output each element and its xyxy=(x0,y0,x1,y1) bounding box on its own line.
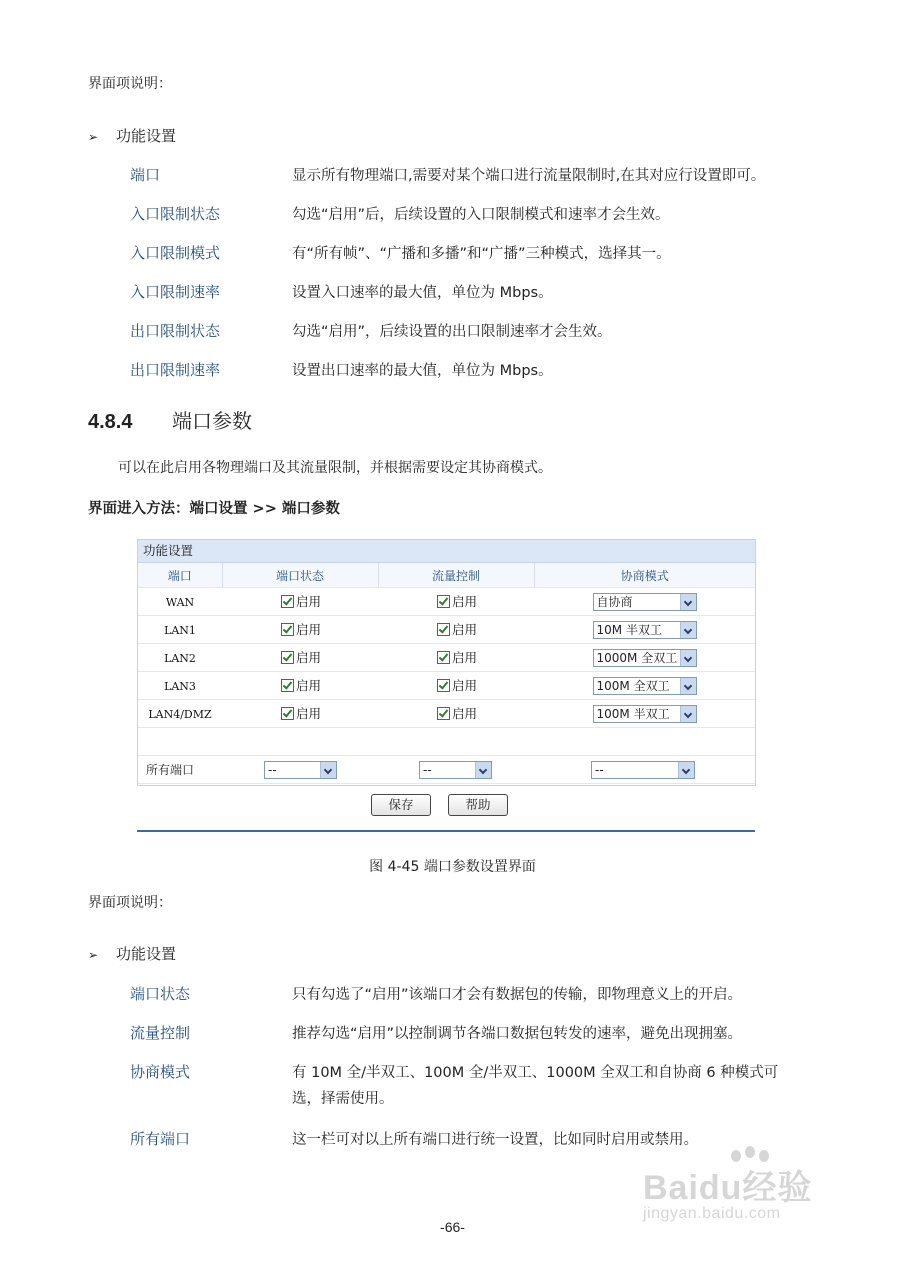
def-term: 协商模式 xyxy=(130,1063,191,1081)
section-number: 4.8.4 xyxy=(88,411,133,433)
checkbox-label: 启用 xyxy=(295,706,321,722)
def-desc: 显示所有物理端口,需要对某个端口进行流量限制时,在其对应行设置即可。 xyxy=(292,168,766,184)
port-status-checkbox[interactable] xyxy=(281,648,321,666)
negotiation-mode-select[interactable] xyxy=(593,593,697,611)
port-table xyxy=(138,563,755,784)
chevron-down-icon[interactable] xyxy=(680,678,696,694)
section-heading xyxy=(88,405,252,434)
spacer-row xyxy=(138,728,755,756)
panel-divider xyxy=(137,830,755,832)
section1-bullet-label: 功能设置 xyxy=(116,127,177,145)
flow-control-checkbox[interactable] xyxy=(437,648,477,666)
watermark-brand: Baidu经验 xyxy=(643,1169,813,1207)
checkbox-checked-icon[interactable] xyxy=(437,623,450,636)
checkbox-checked-icon[interactable] xyxy=(281,651,294,664)
def-desc: 有 10M 全/半双工、100M 全/半双工、1000M 全双工和自协商 6 种模式可 xyxy=(292,1065,779,1081)
def-desc: 选，择需使用。 xyxy=(292,1091,394,1107)
def-desc: 有“所有帧”、“广播和多播”和“广播”三种模式，选择其一。 xyxy=(292,246,671,262)
checkbox-checked-icon[interactable] xyxy=(437,679,450,692)
panel-buttons xyxy=(371,794,508,816)
panel-title: 功能设置 xyxy=(138,540,755,563)
nav-path: 界面进入方法：端口设置 >> 端口参数 xyxy=(88,501,340,517)
table-row xyxy=(138,644,755,672)
def-desc: 设置出口速率的最大值，单位为 Mbps。 xyxy=(292,363,553,379)
select-value: 10M 半双工 xyxy=(596,622,662,637)
port-status-checkbox[interactable] xyxy=(281,592,321,610)
all-ports-mode-select[interactable] xyxy=(591,761,695,779)
select-value: 100M 全双工 xyxy=(596,678,670,693)
all-ports-flow-select[interactable] xyxy=(419,761,492,779)
port-status-checkbox[interactable] xyxy=(281,704,321,722)
checkbox-checked-icon[interactable] xyxy=(437,595,450,608)
flow-control-checkbox[interactable] xyxy=(437,620,477,638)
checkbox-label: 启用 xyxy=(451,622,477,638)
chevron-down-icon[interactable] xyxy=(680,650,696,666)
def-term: 出口限制速率 xyxy=(130,361,221,379)
flow-control-checkbox[interactable] xyxy=(437,704,477,722)
negotiation-mode-select[interactable] xyxy=(593,677,697,695)
chevron-down-icon[interactable] xyxy=(680,622,696,638)
section-intro: 可以在此启用各物理端口及其流量限制，并根据需要设定其协商模式。 xyxy=(118,460,552,476)
def-desc: 这一栏可对以上所有端口进行统一设置，比如同时启用或禁用。 xyxy=(292,1132,698,1148)
checkbox-checked-icon[interactable] xyxy=(281,623,294,636)
page-number: -66- xyxy=(440,1219,465,1235)
column-header: 协商模式 xyxy=(534,563,755,588)
chevron-down-icon[interactable] xyxy=(320,762,336,778)
def-term: 所有端口 xyxy=(130,1130,191,1148)
table-row xyxy=(138,672,755,700)
table-row xyxy=(138,616,755,644)
checkbox-label: 启用 xyxy=(295,594,321,610)
select-value: -- xyxy=(595,762,604,777)
intro-label: 界面项说明： xyxy=(88,895,172,911)
checkbox-label: 启用 xyxy=(295,650,321,666)
save-button[interactable]: 保存 xyxy=(371,794,431,816)
checkbox-label: 启用 xyxy=(451,650,477,666)
help-button[interactable]: 帮助 xyxy=(448,794,508,816)
select-value: -- xyxy=(268,762,277,777)
chevron-down-icon[interactable] xyxy=(475,762,491,778)
checkbox-checked-icon[interactable] xyxy=(281,679,294,692)
all-ports-label: 所有端口 xyxy=(146,763,195,777)
paw-icon xyxy=(759,1150,769,1162)
checkbox-label: 启用 xyxy=(451,706,477,722)
all-ports-status-select[interactable] xyxy=(264,761,337,779)
def-desc: 推荐勾选“启用”以控制调节各端口数据包转发的速率，避免出现拥塞。 xyxy=(292,1026,743,1042)
checkbox-checked-icon[interactable] xyxy=(281,707,294,720)
def-desc: 勾选“启用”后，后续设置的入口限制模式和速率才会生效。 xyxy=(292,207,670,223)
bullet-arrow-icon: ➢ xyxy=(88,948,99,962)
def-desc: 勾选“启用”，后续设置的出口限制速率才会生效。 xyxy=(292,324,612,340)
column-header: 端口状态 xyxy=(222,563,378,588)
port-name: LAN2 xyxy=(164,651,196,665)
select-value: 1000M 全双工 xyxy=(596,650,678,665)
chevron-down-icon[interactable] xyxy=(680,594,696,610)
def-term: 入口限制速率 xyxy=(130,283,221,301)
column-header: 流量控制 xyxy=(378,563,534,588)
paw-icon xyxy=(745,1146,755,1158)
def-term: 入口限制模式 xyxy=(130,244,221,262)
checkbox-label: 启用 xyxy=(295,622,321,638)
checkbox-checked-icon[interactable] xyxy=(281,595,294,608)
negotiation-mode-select[interactable] xyxy=(593,649,697,667)
def-term: 流量控制 xyxy=(130,1024,191,1042)
checkbox-checked-icon[interactable] xyxy=(437,707,450,720)
intro-label: 界面项说明： xyxy=(88,76,172,92)
section2-bullet xyxy=(88,943,176,964)
port-name: LAN3 xyxy=(164,679,196,693)
def-term: 入口限制状态 xyxy=(130,205,221,223)
table-row xyxy=(138,588,755,616)
def-term: 出口限制状态 xyxy=(130,322,221,340)
baidu-watermark xyxy=(643,1160,812,1223)
bullet-arrow-icon: ➢ xyxy=(88,130,99,144)
flow-control-checkbox[interactable] xyxy=(437,676,477,694)
select-value: 自协商 xyxy=(596,594,633,609)
chevron-down-icon[interactable] xyxy=(680,706,696,722)
negotiation-mode-select[interactable] xyxy=(593,705,697,723)
port-name: LAN1 xyxy=(164,623,196,637)
checkbox-label: 启用 xyxy=(451,594,477,610)
port-status-checkbox[interactable] xyxy=(281,620,321,638)
table-header-row xyxy=(138,563,755,588)
select-value: 100M 半双工 xyxy=(596,706,670,721)
figure-caption: 图 4-45 端口参数设置界面 xyxy=(369,859,536,875)
port-settings-panel xyxy=(137,539,756,812)
checkbox-label: 启用 xyxy=(451,678,477,694)
port-name: WAN xyxy=(165,595,195,609)
section-title: 端口参数 xyxy=(172,409,252,433)
checkbox-checked-icon[interactable] xyxy=(437,651,450,664)
negotiation-mode-select[interactable] xyxy=(593,621,697,639)
flow-control-checkbox[interactable] xyxy=(437,592,477,610)
all-ports-row xyxy=(138,756,755,784)
def-desc: 设置入口速率的最大值，单位为 Mbps。 xyxy=(292,285,553,301)
def-term: 端口 xyxy=(130,166,161,184)
port-name: LAN4/DMZ xyxy=(148,707,212,721)
paw-icon xyxy=(731,1150,741,1162)
chevron-down-icon[interactable] xyxy=(678,762,694,778)
select-value: -- xyxy=(423,762,432,777)
def-desc: 只有勾选了“启用”该端口才会有数据包的传输，即物理意义上的开启。 xyxy=(292,987,743,1003)
port-status-checkbox[interactable] xyxy=(281,676,321,694)
checkbox-label: 启用 xyxy=(295,678,321,694)
watermark-url: jingyan.baidu.com xyxy=(643,1205,781,1222)
section1-bullet xyxy=(88,125,176,146)
column-header: 端口 xyxy=(138,563,222,588)
section2-bullet-label: 功能设置 xyxy=(116,945,177,963)
table-row xyxy=(138,700,755,728)
def-term: 端口状态 xyxy=(130,985,191,1003)
